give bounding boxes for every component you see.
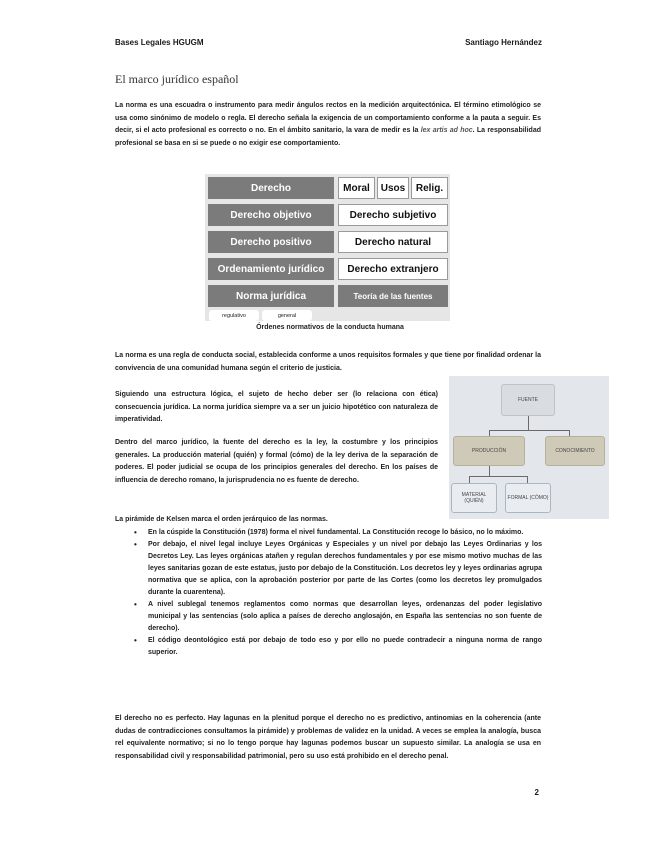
list-item-text: A nivel sublegal tenemos reglamentos como normas que desarrollan leyes, ordenanzas del poder legislativo municipal y las sentencias (solo aplica a países de derecho anglosajón, en España las sentencias no son fuente de derecho). [148, 601, 542, 632]
cell-usos: Usos [377, 177, 409, 199]
list-item-text: En la cúspide la Constitución (1978) forma el nivel fundamental. La Constitución recoge lo básico, no lo máximo. [148, 529, 524, 536]
diagram-conocimiento-box: CONOCIMIENTO [545, 436, 605, 466]
cell-ordenamiento-juridico: Ordenamiento jurídico [208, 258, 334, 280]
normative-orders-table [205, 174, 450, 321]
connector-leaf-bar [469, 476, 527, 477]
intro-italic: lex artis ad hoc [420, 127, 473, 134]
bullet-icon: • [134, 540, 137, 549]
list-item [134, 635, 542, 659]
list-item-text: Por debajo, el nivel legal incluye Leyes Orgánicas y Especiales y un nivel por debajo las Leyes Ordinarias y los Decretos Ley. Las leyes orgánicas atañen y regulan derechos fundamentales y por ese mismo motivo muchas de las leyes sanitarias gozan de este estatus, justo por debajo de la Constitución. Los decretos ley y leyes ordinarias agrupa normativa que se aplica, con la aprobación posterior por parte de las Cortes (como los decretos ley promulgados durante la cuarentena). [148, 541, 542, 596]
connector-leaf [489, 466, 490, 476]
list-item-text: El código deontológico está por debajo de todo eso y por ello no puede contradecir a ninguna norma de rango superior. [148, 637, 542, 656]
cell-derecho-subjetivo: Derecho subjetivo [338, 204, 448, 226]
tab-regulativo: regulativo [209, 310, 259, 321]
connector-leaf-right [527, 476, 528, 483]
diagram-formal-box: FORMAL (CÓMO) [505, 483, 551, 513]
intro-text-2: . La responsabilidad profesional se basa en si se puede o no exigir ese comportamiento. [115, 127, 542, 147]
bullet-icon: • [134, 528, 137, 537]
bullet-icon: • [134, 600, 137, 609]
connector-leaf-left [469, 476, 470, 483]
kelsen-paragraph: La pirámide de Kelsen marca el orden jerárquico de las normas. [115, 516, 328, 523]
cell-teoria-fuentes: Teoría de las fuentes [338, 285, 448, 307]
list-item [134, 527, 542, 539]
marco-juridico-paragraph: Dentro del marco jurídico, la fuente del derecho es la ley, la costumbre y los principios generales. La producción material (quién) y formal (cómo) de la ley deriva de la separación de poderes. El poder judicial se ocupa de los principios generales del derecho. En los países de influencia de derecho romano, la jurisprudencia no es fuente de derecho. [115, 439, 438, 484]
cell-norma-juridica: Norma jurídica [208, 285, 334, 307]
norma-definition-paragraph: La norma es una regla de conducta social, establecida conforme a unos requisitos formales y que tiene por finalidad ordenar la convivencia de una comunidad humana según el criterio de justicia. [115, 352, 541, 372]
derecho-imperfecto-paragraph: El derecho no es perfecto. Hay lagunas en la plenitud porque el derecho no es predictivo, antinomias en la coherencia (ante dudas de contradicciones consultamos la pirámide) y problemas de validez en la unidad. A veces se emplea la analogía, busca rel equivalente normativo; si no lo tengo porque hay lagunas podemos buscar un supuesto similar. La analogía se usa en responsabilidad civil y responsabilidad patrimonial, pero su uso está prohibido en el derecho penal. [115, 715, 541, 760]
list-item [134, 539, 542, 599]
tab-general: general [262, 310, 312, 321]
cell-moral: Moral [338, 177, 375, 199]
estructura-logica-paragraph: Siguiendo una estructura lógica, el sujeto de hecho deber ser (lo relaciona con ética) consecuencia jurídica. La norma jurídica siempre va a ser un juicio hipotético con naturaleza de imperatividad. [115, 391, 438, 423]
list-item [134, 599, 542, 635]
cell-derecho: Derecho [208, 177, 334, 199]
diagram-material-box: MATERIAL (QUIÉN) [451, 483, 497, 513]
bullet-icon: • [134, 636, 137, 645]
diagram-root-box: FUENTE [501, 384, 555, 416]
intro-text-1: La norma es una escuadra o instrumento para medir ángulos rectos en la medición arquitectónica. El término etimológico se usa como sinónimo de modelo o regla. El derecho señala la exigencia de un comportamiento conforme a la pauta a seguir. Es decir, si el acto profesional es correcto o no. En el ámbito sanitario, la vara de medir es la [115, 102, 541, 134]
connector-root [528, 416, 529, 430]
cell-derecho-objetivo: Derecho objetivo [208, 204, 334, 226]
connector-mid [489, 430, 569, 431]
page-number: 2 [534, 788, 539, 797]
header-left: Bases Legales HGUGM [115, 38, 204, 47]
cell-derecho-extranjero: Derecho extranjero [338, 258, 448, 280]
fuente-diagram [449, 376, 609, 519]
cell-derecho-natural: Derecho natural [338, 231, 448, 253]
table-caption: Órdenes normativos de la conducta humana [256, 324, 404, 331]
diagram-produccion-box: PRODUCCIÓN [453, 436, 525, 466]
section-title: El marco jurídico español [115, 72, 239, 86]
cell-relig: Relig. [411, 177, 448, 199]
cell-derecho-positivo: Derecho positivo [208, 231, 334, 253]
kelsen-list [134, 527, 542, 659]
header-right: Santiago Hernández [465, 38, 542, 47]
intro-paragraph [115, 100, 541, 150]
